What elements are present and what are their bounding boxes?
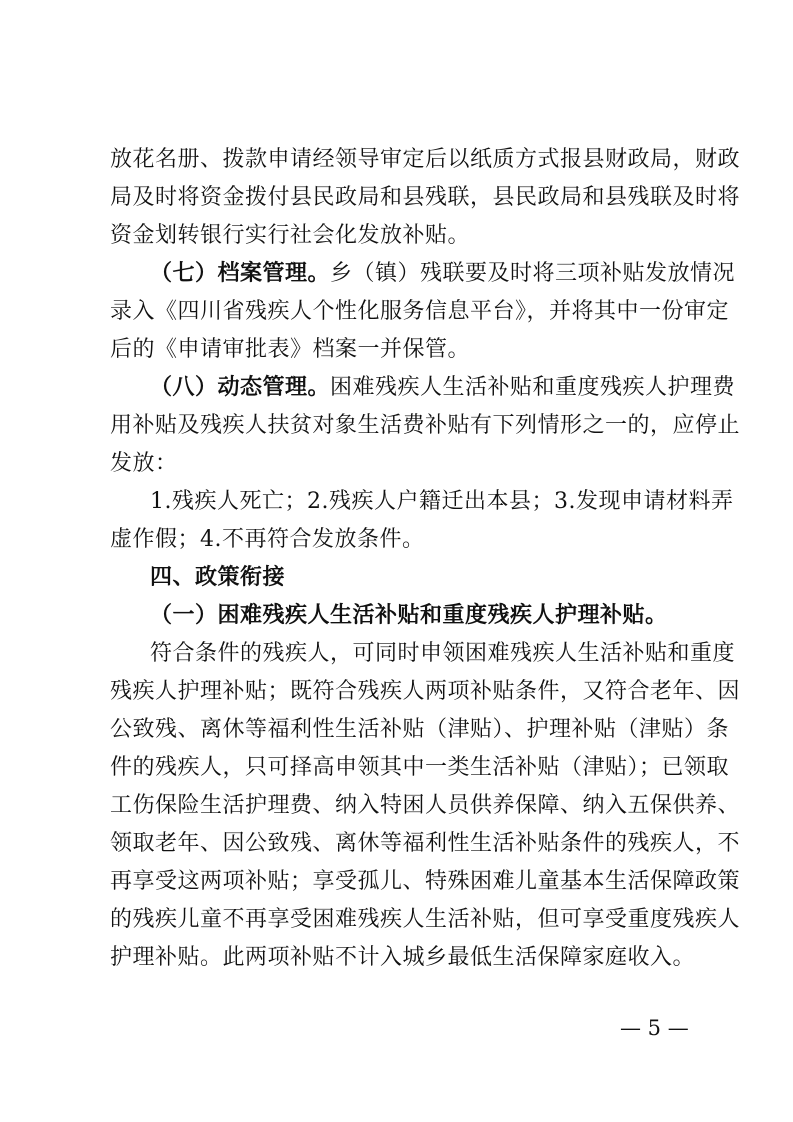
paragraph-line: 再享受这两项补贴；享受孤儿、特殊困难儿童基本生活保障政策 xyxy=(110,869,741,894)
paragraph-line: 残疾人护理补贴；既符合残疾人两项补贴条件，又符合老年、因 xyxy=(110,679,741,704)
section-eight-line xyxy=(150,374,736,402)
paragraph-line: 领取老年、因公致残、离休等福利性生活补贴条件的残疾人，不 xyxy=(110,831,741,856)
paragraph-line: 发放： xyxy=(110,451,178,476)
section-seven-text: 乡（镇）残联要及时将三项补贴发放情况 xyxy=(330,261,736,286)
section-seven-heading: （七）档案管理。 xyxy=(150,261,331,286)
section-eight-heading: （八）动态管理。 xyxy=(150,375,331,400)
section-seven-line xyxy=(150,260,736,288)
paragraph-line: 护理补贴。此两项补贴不计入城乡最低生活保障家庭收入。 xyxy=(110,945,696,970)
paragraph-line: 符合条件的残疾人，可同时申领困难残疾人生活补贴和重度 xyxy=(150,641,736,666)
paragraph-line: 放花名册、拨款申请经领导审定后以纸质方式报县财政局，财政 xyxy=(110,147,741,172)
paragraph-line: 工伤保险生活护理费、纳入特困人员供养保障、纳入五保供养、 xyxy=(110,793,741,818)
paragraph-line: 虚作假；4.不再符合发放条件。 xyxy=(110,527,425,552)
page-number: — 5 — xyxy=(620,1016,689,1040)
paragraph-line: 用补贴及残疾人扶贫对象生活费补贴有下列情形之一的，应停止 xyxy=(110,413,741,438)
paragraph-line: 的残疾儿童不再享受困难残疾人生活补贴，但可享受重度残疾人 xyxy=(110,907,741,932)
paragraph-line: 公致残、离休等福利性生活补贴（津贴）、护理补贴（津贴）条 xyxy=(110,717,730,742)
paragraph-line: 资金划转银行实行社会化发放补贴。 xyxy=(110,223,471,248)
subsection-one-heading: （一）困难残疾人生活补贴和重度残疾人护理补贴。 xyxy=(150,603,668,628)
paragraph-line: 录入《四川省残疾人个性化服务信息平台》，并将其中一份审定 xyxy=(110,299,730,324)
section-four-heading: 四、政策衔接 xyxy=(150,565,286,590)
paragraph-line: 件的残疾人，只可择高申领其中一类生活补贴（津贴）；已领取 xyxy=(110,755,730,780)
section-eight-text: 困难残疾人生活补贴和重度残疾人护理费 xyxy=(330,375,736,400)
paragraph-line: 1.残疾人死亡；2.残疾人户籍迁出本县；3.发现申请材料弄 xyxy=(150,489,734,514)
paragraph-line: 后的《申请审批表》档案一并保管。 xyxy=(110,337,471,362)
paragraph-line: 局及时将资金拨付县民政局和县残联，县民政局和县残联及时将 xyxy=(110,185,741,210)
